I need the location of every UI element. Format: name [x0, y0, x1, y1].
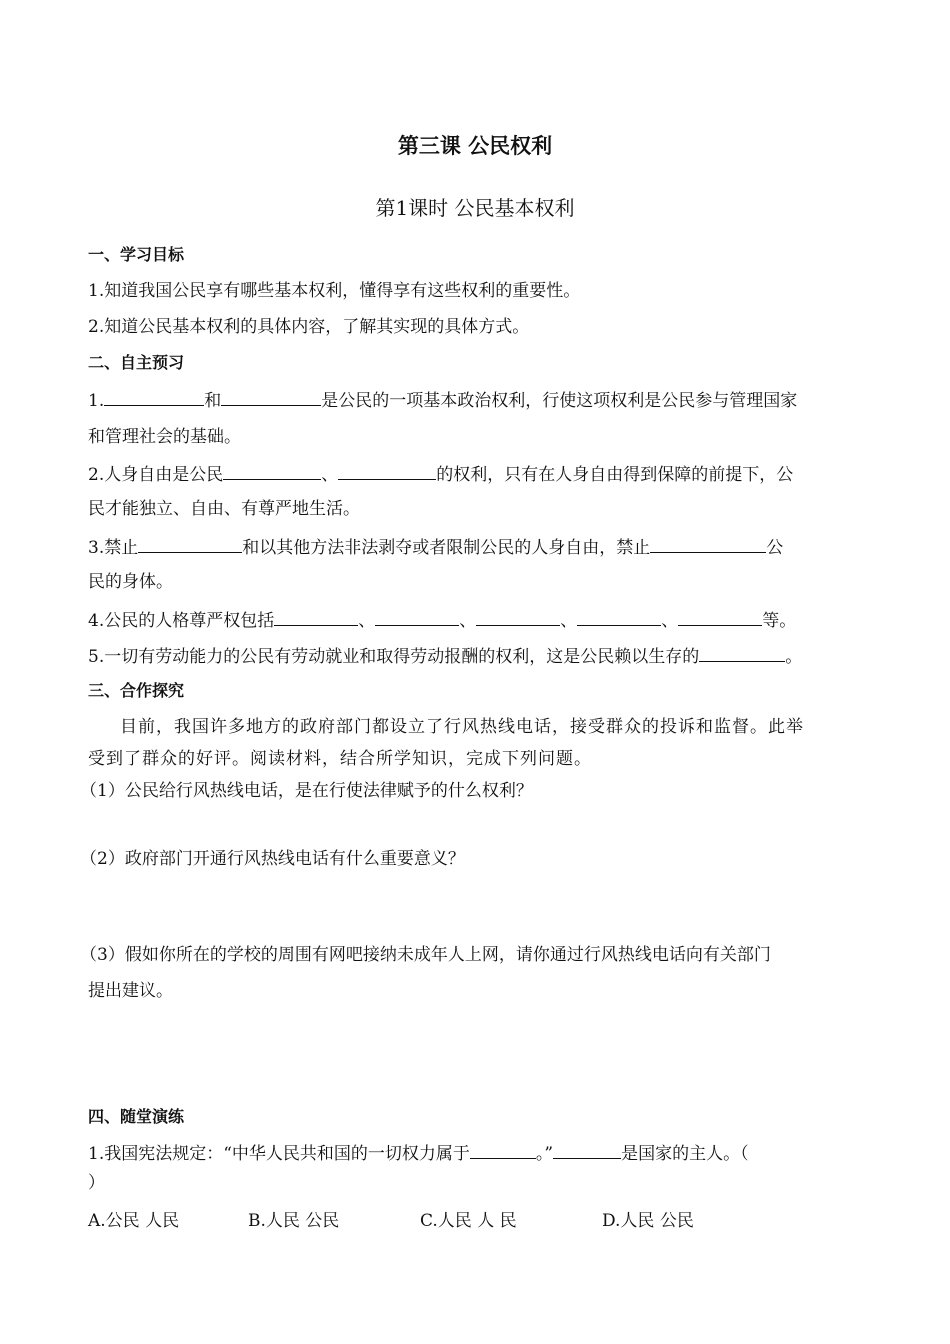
section-heading-objectives: 一、学习目标	[88, 245, 185, 264]
explore-question-3: （3）假如你所在的学校的周围有网吧接纳未成年人上网，请你通过行风热线电话向有关部门	[80, 945, 771, 965]
preview-question-5	[88, 644, 802, 668]
material-text-1: 目前，我国许多地方的政府部门都设立了行风热线电话，接受群众的投诉和监督。此举	[120, 717, 804, 737]
text: 。	[785, 647, 803, 667]
separator: 、	[358, 611, 376, 631]
fill-blank[interactable]	[699, 644, 785, 662]
fill-blank[interactable]	[577, 608, 661, 626]
explore-question-2: （2）政府部门开通行风热线电话有什么重要意义？	[80, 849, 465, 869]
text: 4.公民的人格尊严权包括	[88, 611, 275, 631]
separator: 、	[661, 611, 679, 631]
explore-question-1: （1）公民给行风热线电话，是在行使法律赋予的什么权利？	[80, 781, 533, 801]
separator: 、	[560, 611, 578, 631]
explore-question-3-cont: 提出建议。	[88, 981, 173, 1001]
fill-blank[interactable]	[221, 388, 321, 406]
section-heading-preview: 二、自主预习	[88, 353, 185, 372]
fill-blank[interactable]	[104, 388, 204, 406]
fill-blank[interactable]	[223, 462, 321, 480]
lesson-subtitle: 第1课时 公民基本权利	[375, 196, 575, 220]
fill-blank[interactable]	[650, 535, 766, 553]
preview-question-3	[88, 535, 783, 559]
text: 5.一切有劳动能力的公民有劳动就业和取得劳动报酬的权利，这是公民赖以生存的	[88, 647, 700, 667]
objective-item-2: 2.知道公民基本权利的具体内容，了解其实现的具体方式。	[88, 317, 530, 337]
option-a[interactable]: A.公民 人民	[88, 1211, 180, 1231]
section-heading-practice: 四、随堂演练	[88, 1107, 185, 1126]
fill-blank[interactable]	[274, 608, 358, 626]
option-b[interactable]: B.人民 公民	[248, 1211, 340, 1231]
fill-blank[interactable]	[375, 608, 459, 626]
text: 公	[766, 538, 784, 558]
objective-item-1: 1.知道我国公民享有哪些基本权利，懂得享有这些权利的重要性。	[88, 281, 581, 301]
text: 和	[204, 391, 222, 411]
section-heading-explore: 三、合作探究	[88, 681, 185, 700]
text: 1.	[88, 391, 105, 411]
text: 、	[321, 465, 339, 485]
preview-question-2-cont: 民才能独立、自由、有尊严地生活。	[88, 499, 360, 519]
preview-question-1	[88, 388, 797, 412]
fill-blank[interactable]	[470, 1141, 536, 1159]
material-text-2: 受到了群众的好评。阅读材料，结合所学知识，完成下列问题。	[88, 749, 592, 769]
text: 是公民的一项基本政治权利，行使这项权利是公民参与管理国家	[321, 391, 798, 411]
practice-question-1	[88, 1141, 749, 1165]
fill-blank[interactable]	[678, 608, 762, 626]
preview-question-2	[88, 462, 793, 486]
text: 1.我国宪法规定：“中华人民共和国的一切权力属于	[88, 1144, 470, 1164]
text: 3.禁止	[88, 538, 139, 558]
lesson-title: 第三课 公民权利	[397, 133, 553, 158]
preview-question-4	[88, 608, 796, 632]
preview-question-3-cont: 民的身体。	[88, 572, 173, 592]
text: 2.人身自由是公民	[88, 465, 224, 485]
option-c[interactable]: C.人民 人 民	[420, 1211, 517, 1231]
practice-question-1-close: ）	[88, 1173, 105, 1193]
text: 的权利，只有在人身自由得到保障的前提下，公	[436, 465, 794, 485]
text: 等。	[762, 611, 797, 631]
fill-blank[interactable]	[553, 1141, 621, 1159]
fill-blank[interactable]	[138, 535, 242, 553]
text: 是国家的主人。（	[621, 1144, 749, 1164]
option-d[interactable]: D.人民 公民	[602, 1211, 694, 1231]
text: 和以其他方法非法剥夺或者限制公民的人身自由，禁止	[242, 538, 651, 558]
fill-blank[interactable]	[476, 608, 560, 626]
preview-question-1-cont: 和管理社会的基础。	[88, 427, 241, 447]
separator: 、	[459, 611, 477, 631]
fill-blank[interactable]	[338, 462, 436, 480]
text: 。”	[535, 1144, 554, 1164]
